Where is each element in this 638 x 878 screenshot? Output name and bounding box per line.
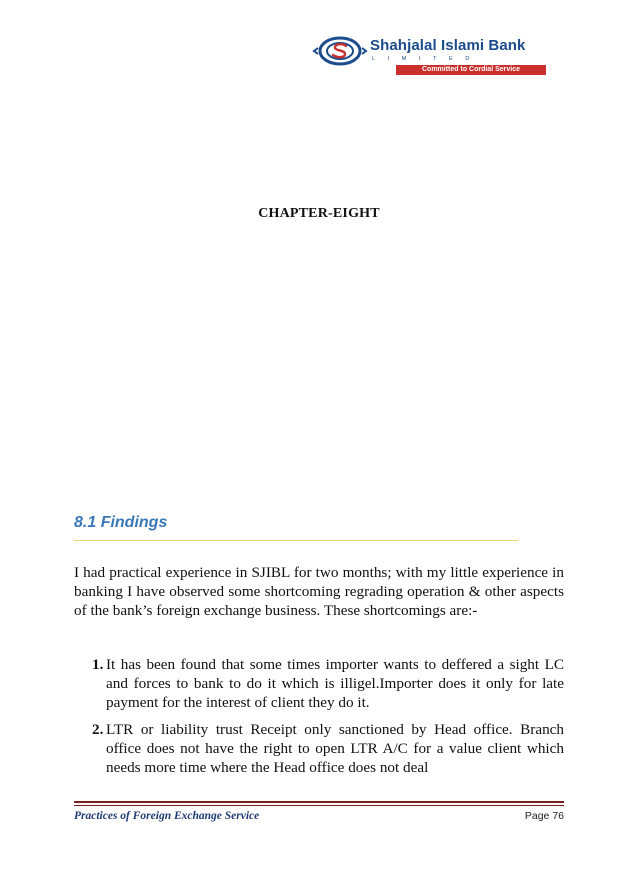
section-heading: 8.1 Findings [74,514,168,531]
list-item-number: 2. [92,721,104,738]
findings-intro-paragraph: I had practical experience in SJIBL for two months; with my little experience in banking I have observed some shortcoming regrading operation & other aspects of the bank’s foreign exchange business. These shortcomings are:- [74,564,564,619]
bank-logo [312,34,562,76]
page-number: Page 76 [524,810,564,822]
footer-rule-thin [74,805,564,806]
list-item [74,655,564,712]
list-item-text: LTR or liability trust Receipt only sanctioned by Head office. Branch office does not have the right to open LTR A/C for a value client which needs more time where the Head office does not deal [106,721,564,776]
bank-name: Shahjalal Islami Bank [370,37,526,54]
section-heading-rule [74,540,518,541]
list-item-number: 1. [92,656,104,673]
footer-rule-thick [74,801,564,803]
bank-limited: LIMITED [372,56,482,62]
bank-tagline: Committed to Cordial Service [396,65,546,75]
bank-logo-icon [312,34,370,68]
chapter-title: CHAPTER-EIGHT [258,206,380,221]
findings-list [74,655,564,785]
footer-document-title: Practices of Foreign Exchange Service [74,810,260,822]
list-item-text: It has been found that some times importer wants to deffered a sight LC and forces to bank to do it which is illigel.Importer does it only for late payment for the interest of client they do it. [106,656,564,711]
list-item [74,720,564,777]
